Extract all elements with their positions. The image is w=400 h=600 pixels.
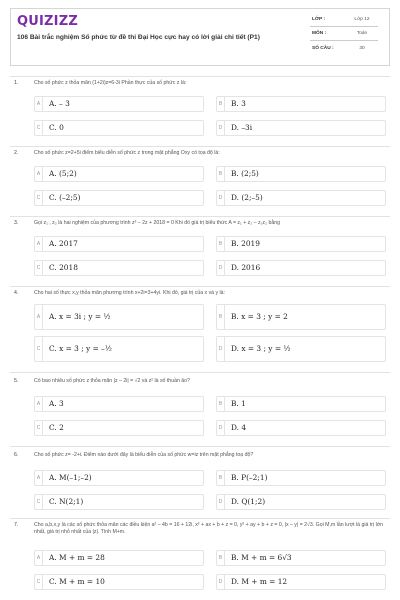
- option-text: D. x = 3 ; y = ½: [231, 344, 291, 353]
- option-text: A. 3: [49, 399, 64, 408]
- question-divider: [10, 76, 390, 77]
- question-divider: [10, 372, 390, 373]
- answer-option[interactable]: [216, 304, 386, 330]
- option-text: C. N(2;1): [49, 497, 84, 506]
- option-letter: A: [35, 471, 43, 485]
- answer-option[interactable]: [216, 166, 386, 182]
- option-text: D. M + m = 12: [231, 577, 288, 586]
- question-text: Cho hai số thực x,y thỏa mãn phương trình x+2i=3+4yi. Khi đó, giá trị của x và y là:: [34, 290, 226, 296]
- option-letter: D: [217, 191, 225, 205]
- option-text: A. M + m = 28: [49, 553, 105, 562]
- option-letter: B: [217, 471, 225, 485]
- class-value: Lớp 12: [354, 17, 370, 22]
- option-text: A. (5;2): [49, 169, 77, 178]
- answer-option[interactable]: [216, 420, 386, 436]
- option-letter: A: [35, 305, 43, 329]
- option-letter: A: [35, 97, 43, 111]
- option-letter: D: [217, 495, 225, 509]
- option-text: A. M(–1;–2): [49, 473, 92, 482]
- option-letter: C: [35, 337, 43, 361]
- answer-option[interactable]: [34, 396, 204, 412]
- option-text: A. x = 3i ; y = ½: [49, 312, 111, 321]
- option-text: D. –3i: [231, 123, 253, 132]
- option-text: B. 3: [231, 99, 246, 108]
- answer-option[interactable]: [216, 190, 386, 206]
- option-letter: B: [217, 551, 225, 565]
- question-number: 4.: [14, 290, 19, 296]
- worksheet-header: [10, 8, 390, 66]
- option-text: D. 2016: [231, 263, 261, 272]
- answer-option[interactable]: [34, 574, 204, 590]
- option-text: C. 0: [49, 123, 64, 132]
- question-number: 7.: [14, 522, 19, 528]
- meta-separator: [310, 26, 378, 27]
- question-text: Gọi z₁ , z₂ là hai nghiệm của phương trình z² – 2z + 2018 = 0 Khi đó giá trị biểu thức A = z₁ + z₂ – z₁z₂ bằng: [34, 220, 280, 226]
- question-text: Cho a,b,x,y là các số phức thỏa mãn các điều kiện a² – 4b = 16 + 12i, x² + ax + b + z = 0, y² + ay + b + z = 0, |x – y| = 2√3. Gọi M,m lần lượt là giá trị lớn nhất, giá trị nhỏ nhất của |z|. Tính M+m.: [34, 522, 384, 535]
- answer-option[interactable]: [216, 96, 386, 112]
- answer-option[interactable]: [216, 470, 386, 486]
- question-divider: [10, 146, 390, 147]
- answer-option[interactable]: [34, 420, 204, 436]
- answer-option[interactable]: [34, 494, 204, 510]
- question-divider: [10, 216, 390, 217]
- question-divider: [10, 286, 390, 287]
- answer-option[interactable]: [34, 470, 204, 486]
- option-letter: A: [35, 237, 43, 251]
- answer-option[interactable]: [34, 550, 204, 566]
- answer-option[interactable]: [216, 260, 386, 276]
- question-text: Cho số phức z=2+5i điểm biểu diễn số phức z trong mặt phẳng Oxy có tọa độ là:: [34, 150, 220, 156]
- option-text: B. 1: [231, 399, 246, 408]
- answer-option[interactable]: [216, 396, 386, 412]
- option-text: D. Q(1;2): [231, 497, 266, 506]
- option-letter: C: [35, 121, 43, 135]
- option-letter: C: [35, 495, 43, 509]
- option-letter: C: [35, 191, 43, 205]
- option-letter: C: [35, 575, 43, 589]
- option-text: B. 2019: [231, 239, 260, 248]
- subject-value: Toán: [356, 31, 368, 36]
- question-number: 6.: [14, 452, 19, 458]
- option-letter: D: [217, 121, 225, 135]
- option-letter: A: [35, 397, 43, 411]
- option-text: B. M + m = 6√3: [231, 553, 292, 562]
- option-text: B. (2;5): [231, 169, 259, 178]
- answer-option[interactable]: [216, 336, 386, 362]
- option-letter: A: [35, 167, 43, 181]
- answer-option[interactable]: [34, 120, 204, 136]
- option-text: C. (–2;5): [49, 193, 81, 202]
- meta-separator: [310, 40, 378, 41]
- option-letter: D: [217, 421, 225, 435]
- count-label: SỐ CÂU :: [312, 46, 334, 51]
- option-text: D. 4: [231, 423, 247, 432]
- option-letter: D: [217, 337, 225, 361]
- answer-option[interactable]: [34, 166, 204, 182]
- answer-option[interactable]: [216, 574, 386, 590]
- option-letter: B: [217, 305, 225, 329]
- quizizz-logo: QUIZIZZ: [17, 14, 78, 29]
- option-letter: C: [35, 261, 43, 275]
- option-text: A. – 3: [49, 99, 70, 108]
- option-letter: B: [217, 237, 225, 251]
- option-letter: B: [217, 167, 225, 181]
- question-text: Có bao nhiêu số phức z thỏa mãn |z – 2i| = √2 và z² là số thuần ảo?: [34, 378, 190, 384]
- option-text: C. x = 3 ; y = –½: [49, 344, 112, 353]
- answer-option[interactable]: [34, 304, 204, 330]
- option-letter: B: [217, 397, 225, 411]
- option-letter: D: [217, 575, 225, 589]
- option-text: C. M + m = 10: [49, 577, 105, 586]
- option-text: C. 2: [49, 423, 64, 432]
- class-label: LỚP :: [312, 17, 326, 22]
- question-text: Cho số phức z= -2+i. Điểm nào dưới đây là biểu diễn của số phức w=iz trên mặt phẳng toạ độ?: [34, 452, 254, 458]
- question-number: 3.: [14, 220, 19, 226]
- answer-option[interactable]: [216, 120, 386, 136]
- option-letter: A: [35, 551, 43, 565]
- option-letter: C: [35, 421, 43, 435]
- worksheet-title: 106 Bài trắc nghiệm Số phức từ đề thi Đại Học cực hay có lời giải chi tiết (P1): [17, 34, 260, 41]
- option-text: C. 2018: [49, 263, 78, 272]
- question-number: 5.: [14, 378, 19, 384]
- question-divider: [10, 446, 390, 447]
- question-text: Cho số phức z thỏa mãn (1+2i)z=6-3i Phần thực của số phức z là:: [34, 80, 187, 86]
- question-number: 2.: [14, 150, 19, 156]
- answer-option[interactable]: [216, 550, 386, 566]
- option-text: D. (2;–5): [231, 193, 263, 202]
- answer-option[interactable]: [216, 494, 386, 510]
- option-text: B. x = 3 ; y = 2: [231, 312, 288, 321]
- answer-option[interactable]: [34, 96, 204, 112]
- answer-option[interactable]: [34, 260, 204, 276]
- option-letter: B: [217, 97, 225, 111]
- question-divider: [10, 518, 390, 519]
- option-letter: D: [217, 261, 225, 275]
- option-text: A. 2017: [49, 239, 78, 248]
- answer-option[interactable]: [34, 236, 204, 252]
- question-number: 1.: [14, 80, 19, 86]
- answer-option[interactable]: [216, 236, 386, 252]
- answer-option[interactable]: [34, 190, 204, 206]
- option-text: B. P(–2;1): [231, 473, 268, 482]
- subject-label: MÔN :: [312, 31, 327, 36]
- count-value: 30: [359, 46, 365, 51]
- answer-option[interactable]: [34, 336, 204, 362]
